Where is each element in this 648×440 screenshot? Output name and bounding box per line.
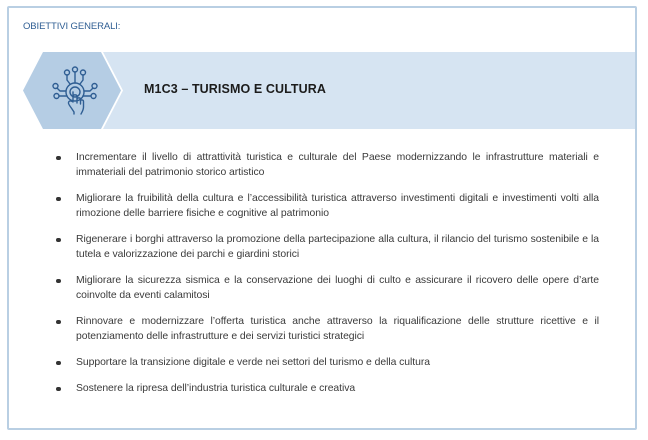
list-item-text: Migliorare la sicurezza sismica e la conservazione dei luoghi di culto e assicurare il ricovero delle opere d’arte coinvolte da eventi calamitosi bbox=[76, 275, 599, 301]
list-item bbox=[39, 314, 599, 344]
list-item-text: Rinnovare e modernizzare l’offerta turistica anche attraverso la riqualificazione delle strutture ricettive e il potenziamento delle infrastrutture e dei servizi turistici strategici bbox=[76, 316, 599, 342]
bullet-icon bbox=[56, 320, 61, 325]
list-item bbox=[39, 273, 599, 303]
bullet-icon bbox=[56, 156, 61, 161]
objectives-panel bbox=[7, 6, 637, 430]
section-label: OBIETTIVI GENERALI: bbox=[23, 21, 121, 32]
bullet-icon bbox=[56, 238, 61, 243]
list-item bbox=[39, 191, 599, 221]
objectives-list bbox=[39, 150, 599, 407]
banner-title: M1C3 – TURISMO E CULTURA bbox=[144, 82, 327, 96]
list-item-text: Migliorare la fruibilità della cultura e l’accessibilità turistica attraverso investimenti digitali e investimenti volti alla rimozione delle barriere fisiche e cognitive al patrimonio bbox=[76, 193, 599, 219]
touch-network-icon bbox=[43, 58, 107, 122]
list-item bbox=[39, 150, 599, 180]
list-item-text: Incrementare il livello di attrattività turistica e culturale del Paese modernizzando le infrastrutture materiali e immateriali del patrimonio storico artistico bbox=[76, 152, 599, 178]
list-item-text: Sostenere la ripresa dell’industria turistica culturale e creativa bbox=[76, 383, 356, 394]
banner-background bbox=[23, 52, 635, 129]
list-item-text: Supportare la transizione digitale e verde nei settori del turismo e della cultura bbox=[76, 357, 430, 368]
bullet-icon bbox=[56, 197, 61, 202]
list-item bbox=[39, 381, 599, 396]
bullet-icon bbox=[56, 387, 61, 392]
bullet-icon bbox=[56, 361, 61, 366]
list-item bbox=[39, 232, 599, 262]
bullet-icon bbox=[56, 279, 61, 284]
component-banner bbox=[23, 52, 635, 129]
list-item bbox=[39, 355, 599, 370]
list-item-text: Rigenerare i borghi attraverso la promozione della partecipazione alla cultura, il rilancio del turismo sostenibile e la tutela e valorizzazione dei parchi e giardini storici bbox=[76, 234, 599, 260]
